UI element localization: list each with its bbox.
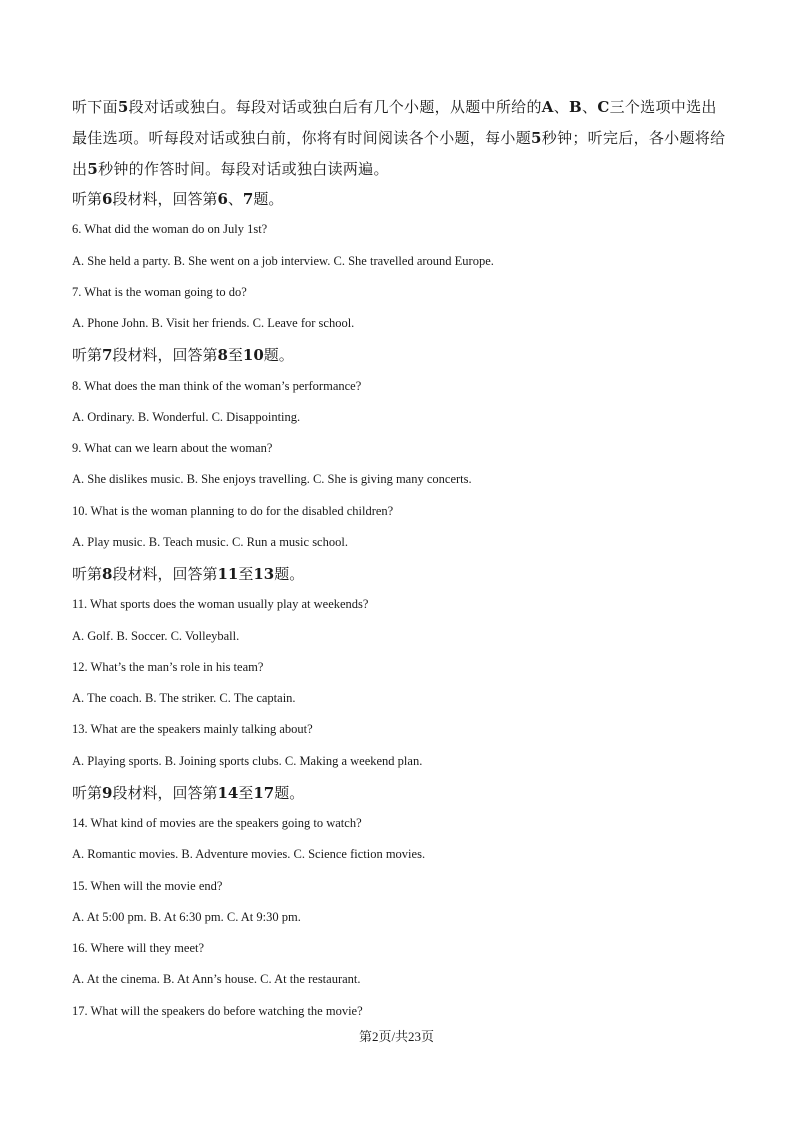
options-9: A. She dislikes music. B. She enjoys travelling. C. She is giving many concerts. xyxy=(72,472,472,486)
options-7: A. Phone John. B. Visit her friends. C. Leave for school. xyxy=(72,316,355,330)
section-heading: 听第7段材料，回答第8至10题。 xyxy=(72,346,294,364)
options-8: A. Ordinary. B. Wonderful. C. Disappointing. xyxy=(72,410,301,424)
options-15: A. At 5:00 pm. B. At 6:30 pm. C. At 9:30 pm. xyxy=(72,910,301,924)
question-14: 14. What kind of movies are the speakers going to watch? xyxy=(72,816,362,830)
question-13: 13. What are the speakers mainly talking about? xyxy=(72,722,313,736)
listening-instructions: 听下面5段对话或独白。每段对话或独白后有几个小题，从题中所给的A、B、C三个选项中选出最佳选项。听每段对话或独白前，你将有时间阅读各个小题，每小题5秒钟；听完后，各小题将给出5秒钟的作答时间。每段对话或独白读两遍。 xyxy=(72,98,726,178)
question-17: 17. What will the speakers do before watching the movie? xyxy=(72,1004,363,1018)
question-6: 6. What did the woman do on July 1st? xyxy=(72,222,268,236)
question-12: 12. What’s the man’s role in his team? xyxy=(72,660,264,674)
section-heading: 听第6段材料，回答第6、7题。 xyxy=(72,190,284,208)
options-14: A. Romantic movies. B. Adventure movies. C. Science fiction movies. xyxy=(72,847,426,861)
question-11: 11. What sports does the woman usually play at weekends? xyxy=(72,597,369,611)
options-12: A. The coach. B. The striker. C. The captain. xyxy=(72,691,296,705)
options-11: A. Golf. B. Soccer. C. Volleyball. xyxy=(72,629,240,643)
question-7: 7. What is the woman going to do? xyxy=(72,285,247,299)
question-10: 10. What is the woman planning to do for the disabled children? xyxy=(72,504,394,518)
options-6: A. She held a party. B. She went on a job interview. C. She travelled around Europe. xyxy=(72,254,494,268)
question-15: 15. When will the movie end? xyxy=(72,879,223,893)
question-16: 16. Where will they meet? xyxy=(72,941,205,955)
section-heading: 听第9段材料，回答第14至17题。 xyxy=(72,784,305,802)
question-8: 8. What does the man think of the woman’s performance? xyxy=(72,379,362,393)
page-number-footer: 第2页/共23页 xyxy=(358,1029,435,1044)
question-9: 9. What can we learn about the woman? xyxy=(72,441,273,455)
options-10: A. Play music. B. Teach music. C. Run a music school. xyxy=(72,535,348,549)
section-heading: 听第8段材料，回答第11至13题。 xyxy=(72,565,305,583)
options-13: A. Playing sports. B. Joining sports clubs. C. Making a weekend plan. xyxy=(72,754,423,768)
options-16: A. At the cinema. B. At Ann’s house. C. At the restaurant. xyxy=(72,972,361,986)
